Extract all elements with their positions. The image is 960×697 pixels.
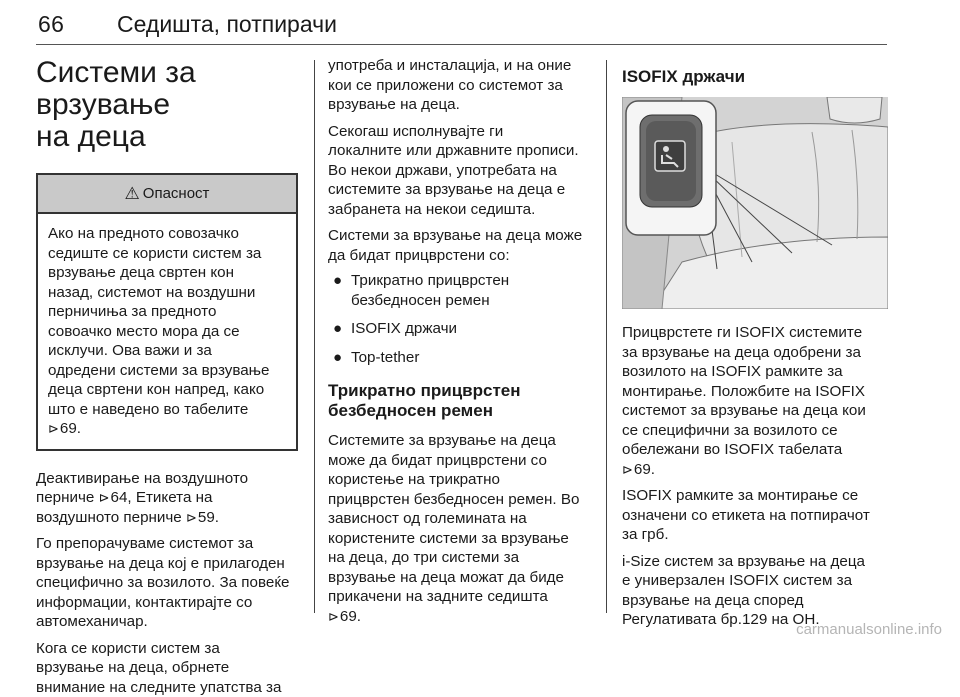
page-ref-link[interactable]: 59. xyxy=(198,509,219,526)
list-item: ● Трикратно прицврстен безбедносен ремен xyxy=(328,271,590,310)
rear-seat-isofix-drawing xyxy=(622,97,888,309)
paragraph: Деактивирање на воздушното перниче ⊳64, Етикета на воздушното перниче ⊳59. xyxy=(36,469,298,528)
warning-box xyxy=(36,173,298,451)
ref-arrow-icon: ⊳ xyxy=(186,510,197,525)
paragraph: Кога се користи систем за врзување на деца, обрнете внимание на следните упатства за xyxy=(36,639,298,697)
bullet-dot-icon: ● xyxy=(333,319,342,339)
paragraph: Прицврстете ги ISOFIX системите за врзување на деца одобрени за возилото на ISOFIX рамките за монтирање. Положбите на ISOFIX системот за врзување на деца кои се специфични за возилото се обележани во ISOFIX табелата ⊳69. xyxy=(622,323,888,479)
watermark: carmanualsonline.info xyxy=(796,621,942,638)
column-divider xyxy=(314,60,315,613)
warning-header xyxy=(38,175,296,214)
paragraph: Системи за врзување на деца може да бидат прицврстени со: xyxy=(328,226,590,265)
ref-arrow-icon: ⊳ xyxy=(622,462,633,477)
column-divider xyxy=(606,60,607,613)
bullet-dot-icon: ● xyxy=(333,271,342,291)
isofix-illustration xyxy=(622,97,888,309)
bullet-list xyxy=(328,271,590,367)
column-3 xyxy=(622,56,888,630)
paragraph: Го препорачуваме системот за врзување на деца кој е прилагоден специфично за возилото. За повеќе информации, контактирајте со автомеханичар. xyxy=(36,534,298,632)
ref-arrow-icon: ⊳ xyxy=(99,490,110,505)
page-ref-link[interactable]: 69. xyxy=(634,461,655,478)
ref-arrow-icon: ⊳ xyxy=(48,421,59,436)
subsection-heading: Трикратно прицврстен безбедносен ремен xyxy=(328,381,590,421)
paragraph: Системите за врзување на деца може да бидат прицврстени со користење на трикратно прицврстен безбедносен ремен. Во зависност од големината на користените системи за врзување на деца, до три системи за врзување на деца можат да биде прикачени на задните седишта ⊳69. xyxy=(328,431,590,626)
column-2 xyxy=(328,56,590,626)
warning-title: Опасност xyxy=(143,185,210,202)
page-ref-link[interactable]: 69. xyxy=(340,608,361,625)
section-title: Системи за врзување на деца xyxy=(36,57,298,153)
list-item: ● ISOFIX држачи xyxy=(328,319,590,339)
bullet-dot-icon: ● xyxy=(333,348,342,368)
paragraph: Секогаш исполнувајте ги локалните или државните прописи. Во некои држави, употребата на системите за врзување на деца е забранета на некои седишта. xyxy=(328,122,590,220)
column-1 xyxy=(36,56,298,697)
warning-triangle-icon: ⚠ xyxy=(125,184,140,204)
page-number: 66 xyxy=(38,11,64,38)
page-header xyxy=(36,0,887,45)
subsection-heading: ISOFIX држачи xyxy=(622,67,888,87)
paragraph: употреба и инсталација, и на оние кои се приложени со системот за врзување на деца. xyxy=(328,56,590,115)
page-ref-link[interactable]: 69. xyxy=(60,420,81,437)
paragraph: ISOFIX рамките за монтирање се означени со етикета на потпирачот за грб. xyxy=(622,486,888,545)
page-ref-link[interactable]: 64, Етикета на xyxy=(111,489,213,506)
ref-arrow-icon: ⊳ xyxy=(328,609,339,624)
list-item: ● Top-tether xyxy=(328,348,590,368)
warning-body: Ако на предното совозачко седиште се користи систем за врзување деца свртен кон назад, системот на воздушни перничиња за предното совоачко место мора да се исклучи. Ова важи и за одредени системи за врзување деца свртени кон напред, како што е наведено во табелите ⊳69. xyxy=(38,214,296,449)
paragraph: i-Size систем за врзување на деца е универзален ISOFIX систем за врзување на деца според Регулативата бр.129 на ОН. xyxy=(622,552,888,630)
chapter-title: Седишта, потпирачи xyxy=(117,11,337,38)
